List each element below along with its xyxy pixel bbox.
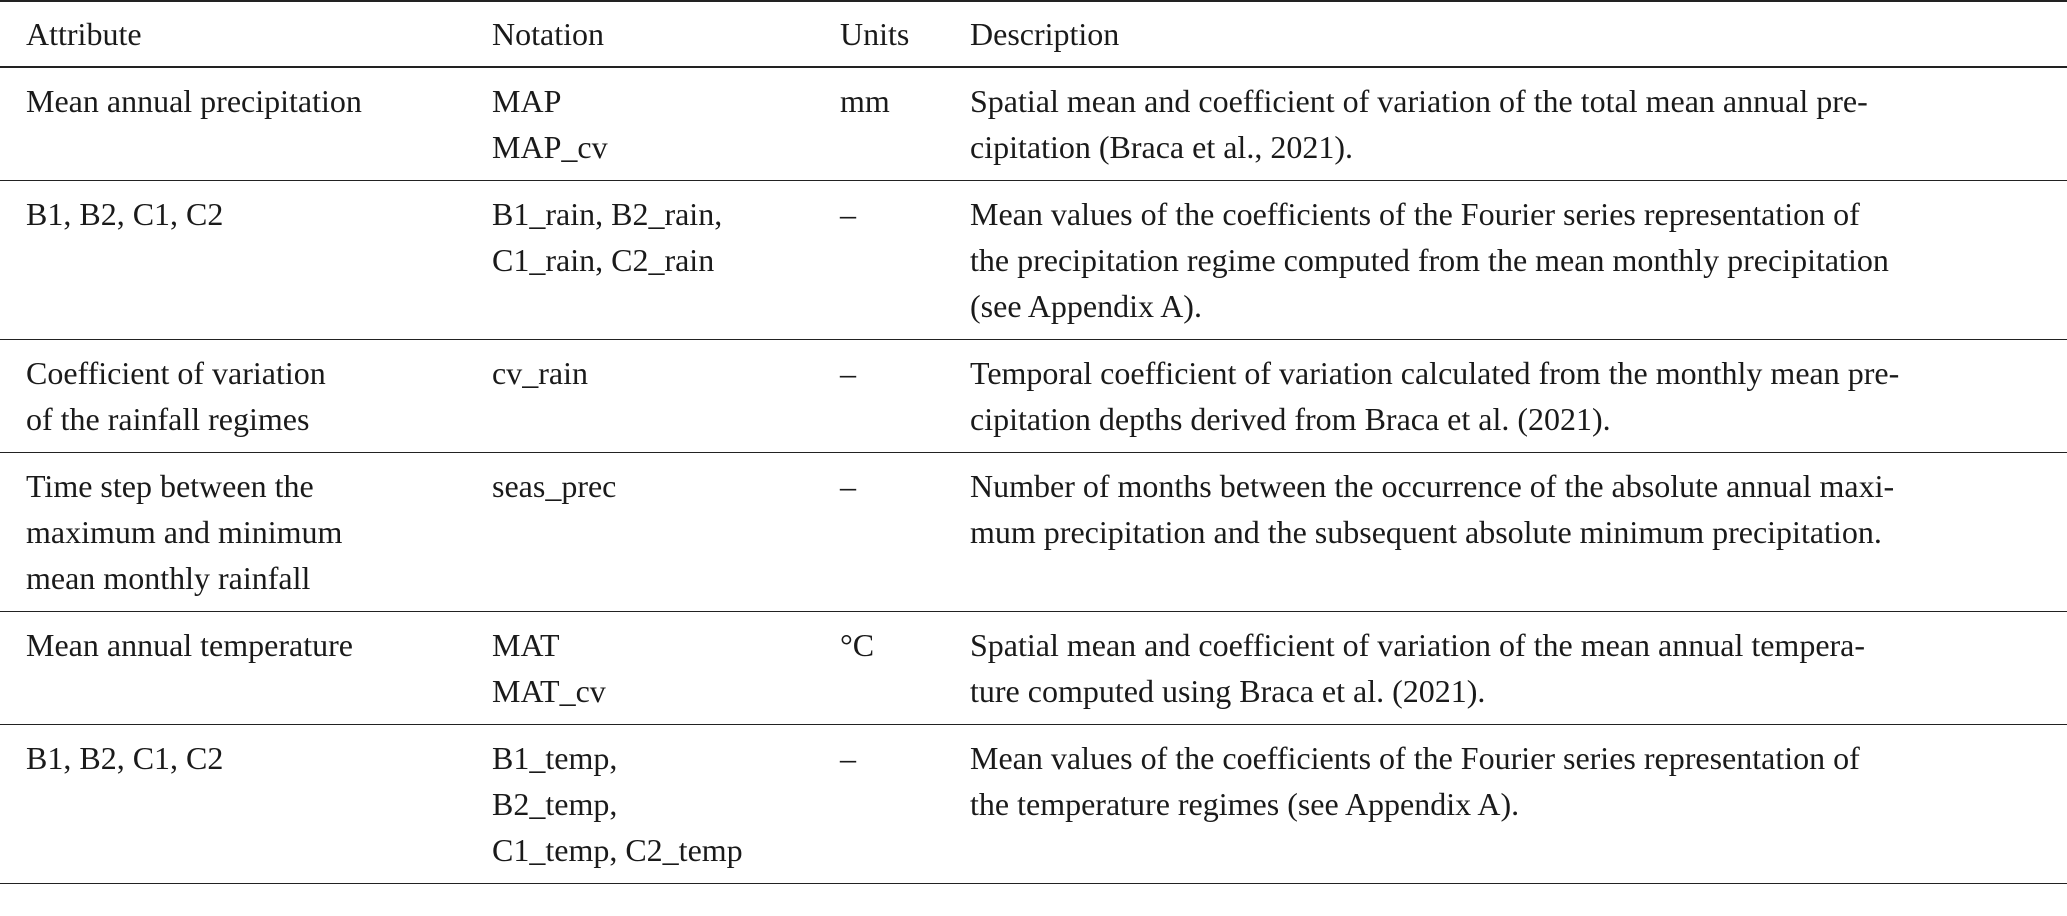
table-row	[0, 340, 2067, 453]
notation-cell	[492, 340, 840, 453]
description-cell-line: Spatial mean and coefficient of variation of the total mean annual pre-	[970, 83, 1868, 119]
notation-cell-line: B1_temp,	[492, 740, 618, 776]
description-cell	[970, 725, 2067, 884]
description-cell	[970, 340, 2067, 453]
notation-cell-line: C1_temp, C2_temp	[492, 832, 743, 868]
notation-cell	[492, 453, 840, 612]
attribute-cell-line: Mean annual temperature	[26, 627, 353, 663]
attribute-cell-line: Mean annual precipitation	[26, 83, 362, 119]
description-cell-line: ture computed using Braca et al. (2021).	[970, 673, 1486, 709]
attribute-cell-line: maximum and minimum	[26, 514, 343, 550]
attribute-cell-line: B1, B2, C1, C2	[26, 196, 224, 232]
attribute-cell	[0, 181, 492, 340]
header-row	[0, 1, 2067, 67]
notation-cell-line: MAP	[492, 83, 562, 119]
table-row	[0, 67, 2067, 181]
notation-cell	[492, 725, 840, 884]
attribute-cell	[0, 340, 492, 453]
description-cell-line: Mean values of the coefficients of the Fourier series representation of	[970, 740, 1860, 776]
notation-cell-line: MAT_cv	[492, 673, 606, 709]
table-header	[0, 1, 2067, 67]
table-row	[0, 181, 2067, 340]
notation-cell-line: MAT	[492, 627, 560, 663]
header-units: Units	[840, 16, 910, 52]
table-row	[0, 453, 2067, 612]
units-cell: –	[840, 468, 856, 504]
description-cell-line: the precipitation regime computed from the mean monthly precipitation	[970, 242, 1889, 278]
description-cell	[970, 612, 2067, 725]
notation-cell-line: cv_rain	[492, 355, 588, 391]
notation-cell-line: MAP_cv	[492, 129, 608, 165]
header-notation: Notation	[492, 16, 604, 52]
table-row	[0, 612, 2067, 725]
description-cell	[970, 181, 2067, 340]
attribute-cell	[0, 725, 492, 884]
units-cell: mm	[840, 83, 890, 119]
attribute-cell-line: Time step between the	[26, 468, 314, 504]
table-row	[0, 725, 2067, 884]
description-cell-line: Number of months between the occurrence of the absolute annual maxi-	[970, 468, 1895, 504]
notation-cell-line: C1_rain, C2_rain	[492, 242, 715, 278]
notation-cell	[492, 67, 840, 181]
attribute-cell-line: mean monthly rainfall	[26, 560, 311, 596]
units-cell: –	[840, 196, 856, 232]
units-cell: –	[840, 740, 856, 776]
notation-cell	[492, 181, 840, 340]
attribute-cell-line: B1, B2, C1, C2	[26, 740, 224, 776]
table-body	[0, 67, 2067, 884]
description-cell	[970, 453, 2067, 612]
units-cell: –	[840, 355, 856, 391]
notation-cell-line: B1_rain, B2_rain,	[492, 196, 723, 232]
notation-cell	[492, 612, 840, 725]
description-cell-line: cipitation (Braca et al., 2021).	[970, 129, 1353, 165]
description-cell-line: the temperature regimes (see Appendix A).	[970, 786, 1520, 822]
attribute-cell	[0, 612, 492, 725]
description-cell-line: Temporal coefficient of variation calculated from the monthly mean pre-	[970, 355, 1900, 391]
header-description: Description	[970, 16, 1120, 52]
description-cell-line: Mean values of the coefficients of the Fourier series representation of	[970, 196, 1860, 232]
attribute-cell-line: Coefficient of variation	[26, 355, 326, 391]
description-cell-line: Spatial mean and coefficient of variation of the mean annual tempera-	[970, 627, 1866, 663]
notation-cell-line: B2_temp,	[492, 786, 618, 822]
description-cell-line: mum precipitation and the subsequent absolute minimum precipitation.	[970, 514, 1882, 550]
header-attribute: Attribute	[26, 16, 142, 52]
units-cell: °C	[840, 627, 875, 663]
notation-cell-line: seas_prec	[492, 468, 617, 504]
attribute-cell	[0, 453, 492, 612]
description-cell-line: cipitation depths derived from Braca et al. (2021).	[970, 401, 1611, 437]
description-cell-line: (see Appendix A).	[970, 288, 1202, 324]
attribute-cell-line: of the rainfall regimes	[26, 401, 310, 437]
description-cell	[970, 67, 2067, 181]
attribute-cell	[0, 67, 492, 181]
